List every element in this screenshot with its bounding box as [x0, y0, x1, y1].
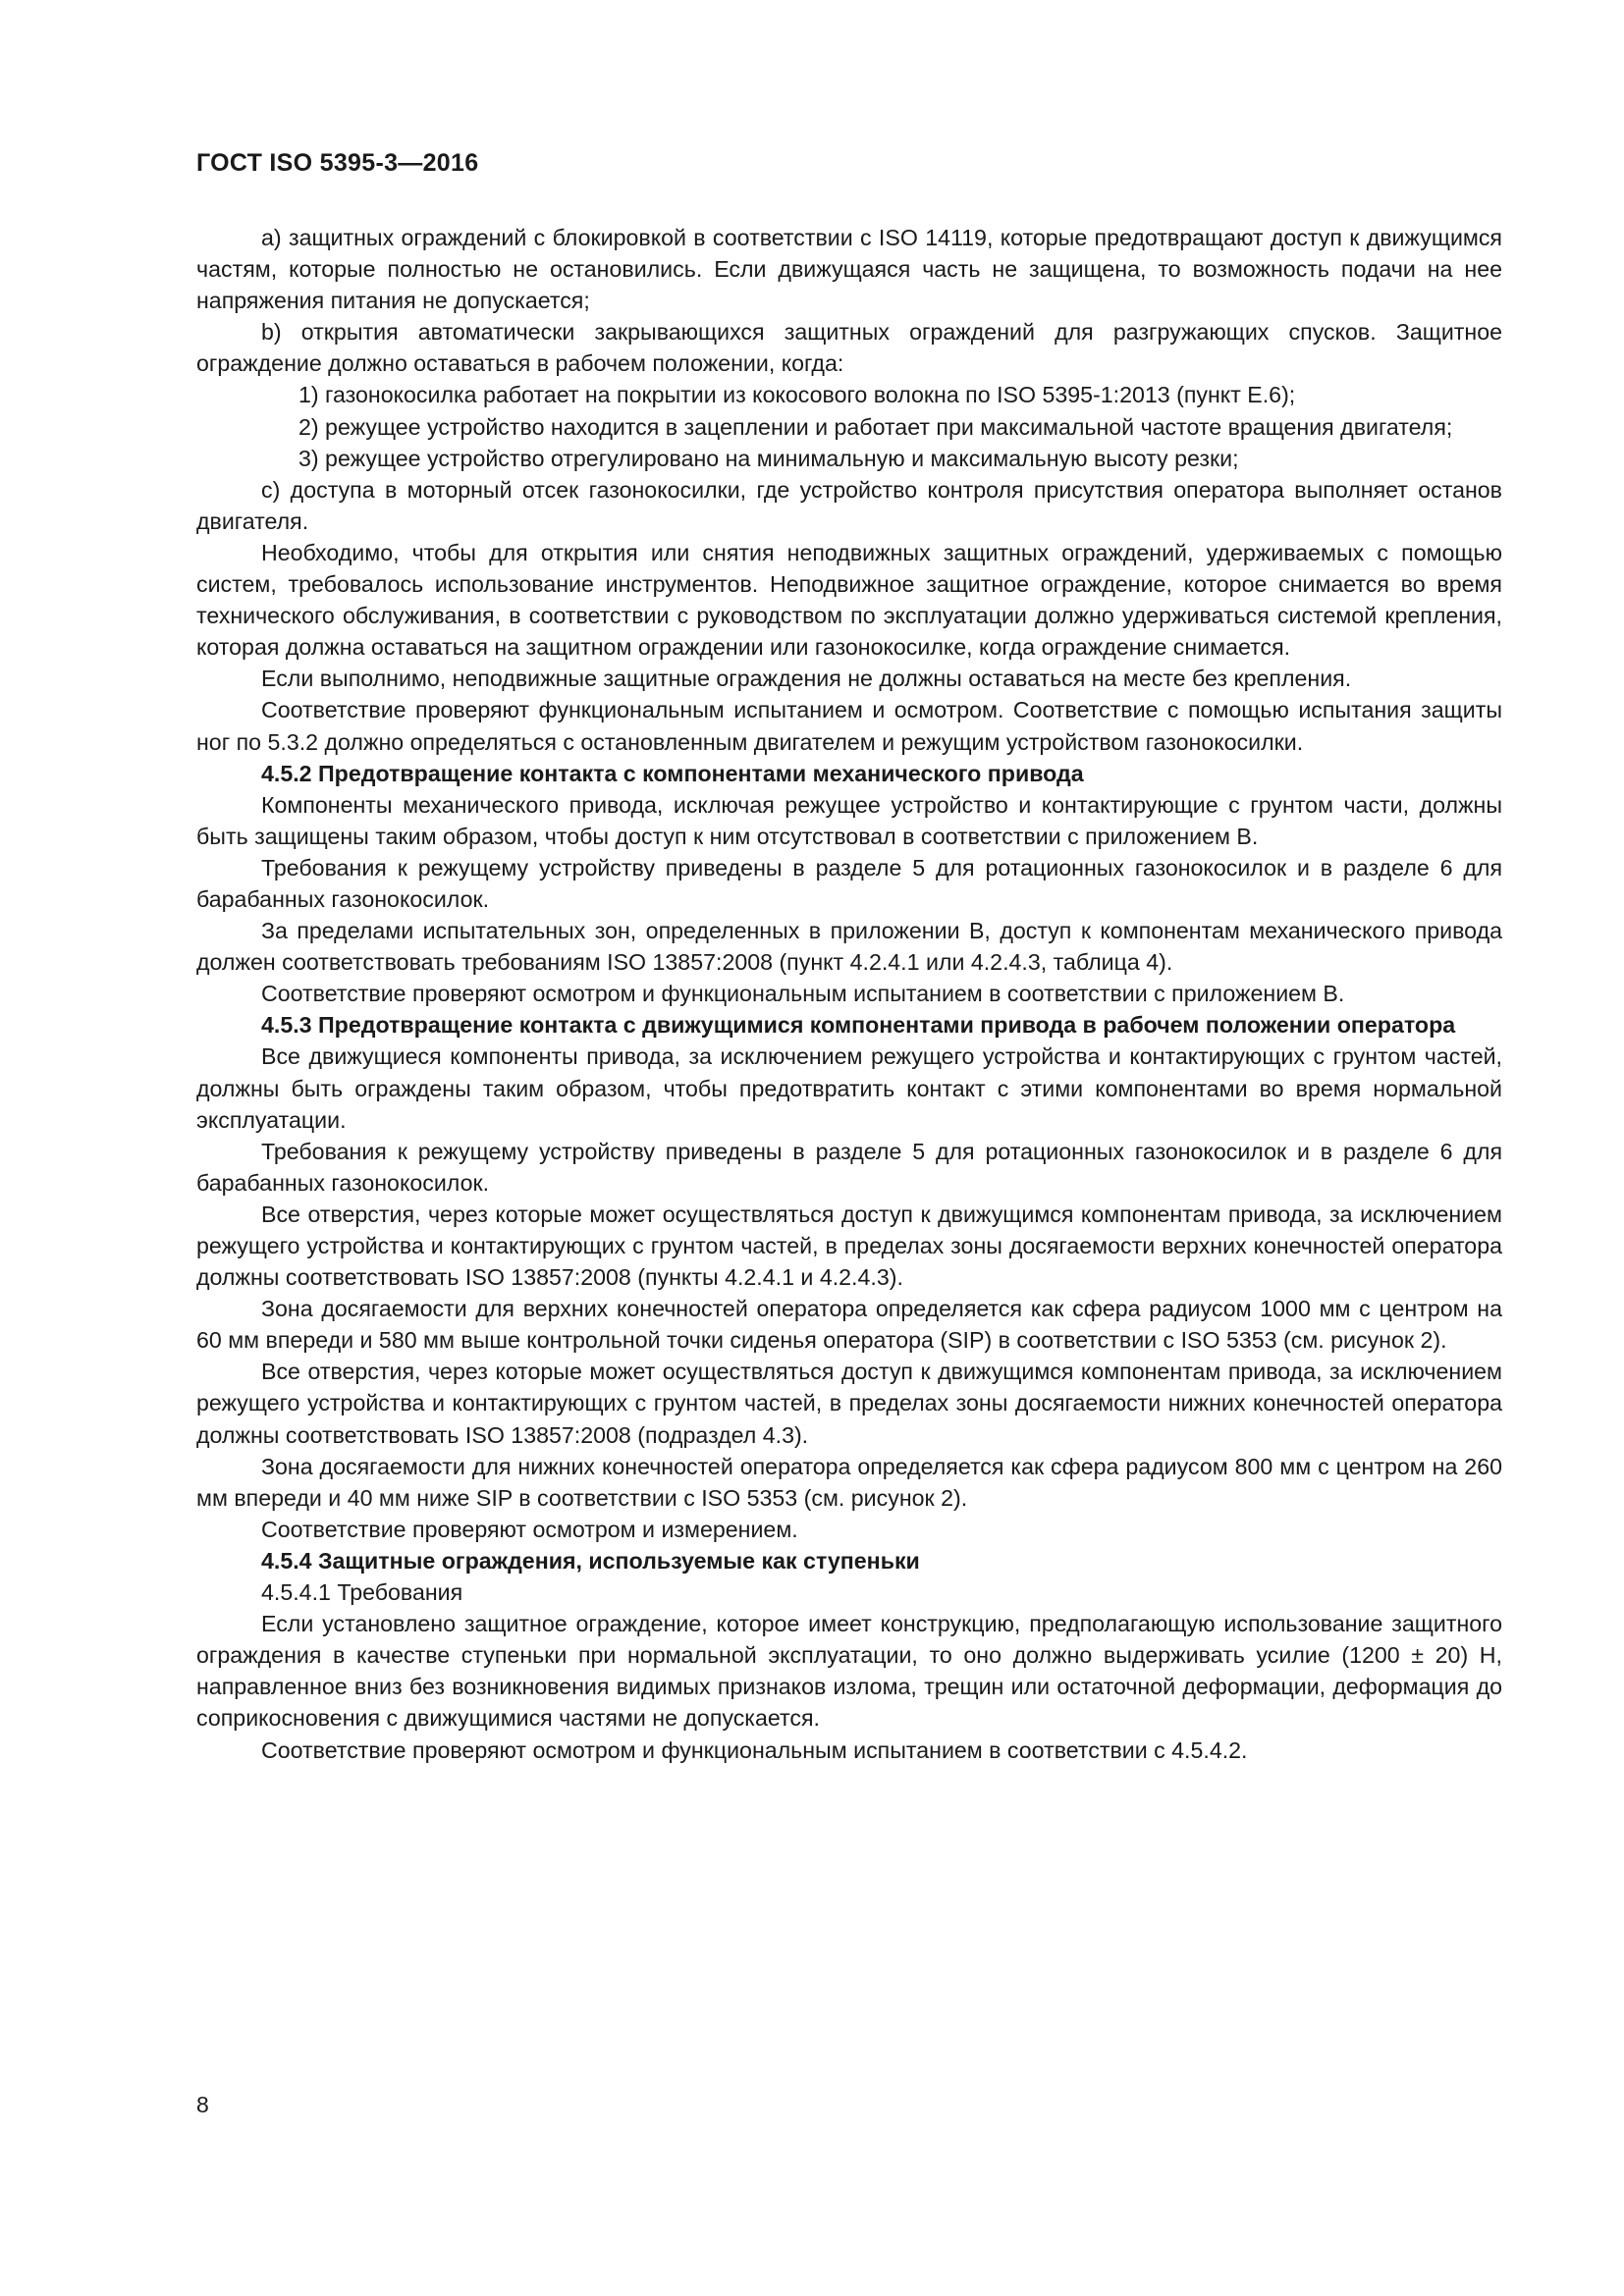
list-item-c: c) доступа в моторный отсек газонокосилки, где устройство контроля присутствия оператора выполняет останов двигателя.: [196, 476, 1502, 534]
document-header: ГОСТ ISO 5395-3—2016: [196, 149, 479, 177]
paragraph: Если выполнимо, неподвижные защитные ограждения не должны оставаться на месте без крепления.: [261, 666, 1352, 692]
subsection-heading-4-5-4-1: 4.5.4.1 Требования: [261, 1579, 463, 1606]
paragraph: Зона досягаемости для верхних конечностей оператора определяется как сфера радиусом 1000 мм с центром на 60 мм впереди и 580 мм выше контрольной точки сиденья оператора (SIP) в соответствии с ISO 5353 (см. рисунок 2).: [196, 1296, 1502, 1354]
paragraph: Все отверстия, через которые может осуществляться доступ к движущимся компонентам привода, за исключением режущего устройства и контактирующих с грунтом частей, в пределах зоны досягаемости нижних конечностей оператора должны соответствовать ISO 13857:2008 (подраздел 4.3).: [196, 1359, 1502, 1448]
sub-list-item-3: 3) режущее устройство отрегулировано на минимальную и максимальную высоту резки;: [298, 445, 1239, 471]
paragraph: Соответствие проверяют осмотром и функциональным испытанием в соответствии с 4.5.4.2.: [261, 1736, 1248, 1763]
paragraph: Необходимо, чтобы для открытия или снятия неподвижных защитных ограждений, удерживаемых с помощью систем, требовалось использование инструментов. Неподвижное защитное ограждение, которое снимается во время технического обслуживания, в соответствии с руководством по эксплуатации должно удерживаться системой крепления, которая должна оставаться на защитном ограждении или газонокосилке, когда ограждение снимается.: [196, 539, 1502, 661]
section-heading-4-5-3: 4.5.3 Предотвращение контакта с движущимися компонентами привода в рабочем положении оператора: [261, 1012, 1456, 1039]
document-body: [196, 222, 1502, 1766]
sub-list-item-1: 1) газонокосилка работает на покрытии из кокосового волокна по ISO 5395-1:2013 (пункт E.6);: [298, 382, 1296, 408]
paragraph: Соответствие проверяют функциональным испытанием и осмотром. Соответствие с помощью испытания защиты ног по 5.3.2 должно определяться с остановленным двигателем и режущим устройством газонокосилки.: [196, 697, 1502, 755]
sub-list-item-2: 2) режущее устройство находится в зацеплении и работает при максимальной частоте вращения двигателя;: [298, 413, 1453, 440]
paragraph: Если установлено защитное ограждение, которое имеет конструкцию, предполагающую использование защитного ограждения в качестве ступеньки при нормальной эксплуатации, то оно должно выдерживать усилие (1200 ± 20) Н, направленное вниз без возникновения видимых признаков излома, трещин или остаточной деформации, деформация до соприкосновения с движущимися частями не допускается.: [196, 1611, 1502, 1732]
page-number: 8: [196, 2092, 209, 2117]
paragraph: Требования к режущему устройству приведены в разделе 5 для ротационных газонокосилок и в разделе 6 для барабанных газонокосилок.: [196, 1138, 1502, 1196]
paragraph: Все движущиеся компоненты привода, за исключением режущего устройства и контактирующих с грунтом частей, должны быть ограждены таким образом, чтобы предотвратить контакт с этими компонентами во время нормальной эксплуатации.: [196, 1043, 1502, 1133]
paragraph: Все отверстия, через которые может осуществляться доступ к движущимся компонентам привода, за исключением режущего устройства и контактирующих с грунтом частей, в пределах зоны досягаемости верхних конечностей оператора должны соответствовать ISO 13857:2008 (пункты 4.2.4.1 и 4.2.4.3).: [196, 1201, 1502, 1291]
paragraph: Соответствие проверяют осмотром и функциональным испытанием в соответствии с приложением В.: [261, 981, 1345, 1007]
paragraph: Зона досягаемости для нижних конечностей оператора определяется как сфера радиусом 800 мм с центром на 260 мм впереди и 40 мм ниже SIP в соответствии с ISO 5353 (см. рисунок 2).: [196, 1453, 1502, 1511]
paragraph: Требования к режущему устройству приведены в разделе 5 для ротационных газонокосилок и в разделе 6 для барабанных газонокосилок.: [196, 854, 1502, 912]
section-heading-4-5-4: 4.5.4 Защитные ограждения, используемые как ступеньки: [261, 1547, 920, 1574]
list-item-b: b) открытия автоматически закрывающихся защитных ограждений для разгружающих спусков. Защитное ограждение должно оставаться в рабочем положении, когда:: [196, 319, 1502, 377]
list-item-a: a) защитных ограждений с блокировкой в соответствии с ISO 14119, которые предотвращают доступ к движущимся частям, которые полностью не остановились. Если движущаяся часть не защищена, то возможность подачи на нее напряжения питания не допускается;: [196, 225, 1502, 314]
section-heading-4-5-2: 4.5.2 Предотвращение контакта с компонентами механического привода: [261, 760, 1084, 786]
paragraph: За пределами испытательных зон, определенных в приложении В, доступ к компонентам механического привода должен соответствовать требованиям ISO 13857:2008 (пункт 4.2.4.1 или 4.2.4.3, таблица 4).: [196, 918, 1502, 976]
paragraph: Компоненты механического привода, исключая режущее устройство и контактирующие с грунтом части, должны быть защищены таким образом, чтобы доступ к ним отсутствовал в соответствии с приложением В.: [196, 791, 1502, 849]
paragraph: Соответствие проверяют осмотром и измерением.: [261, 1516, 798, 1542]
